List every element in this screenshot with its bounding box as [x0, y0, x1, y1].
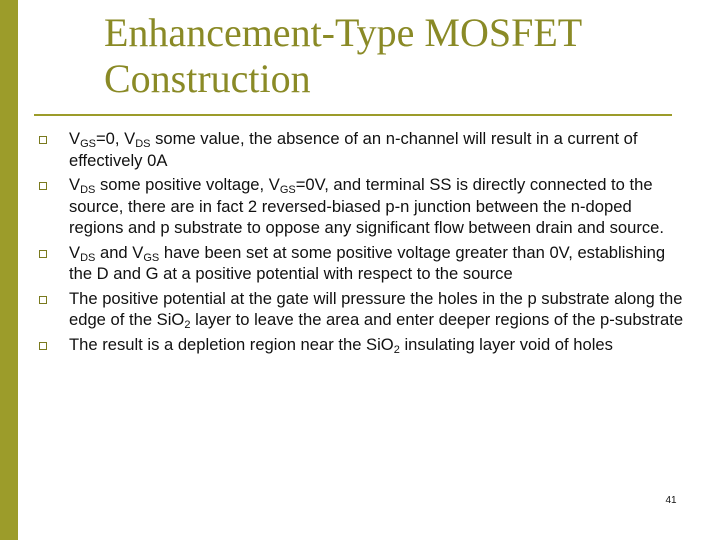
bullet-item-5 [36, 334, 684, 356]
square-bullet-icon [39, 136, 47, 144]
text-segment: layer to leave the area and enter deeper regions of the p-substrate [190, 310, 684, 329]
subscript-segment: 2 [184, 319, 191, 331]
bullet-text [69, 175, 664, 237]
square-bullet-icon [39, 296, 47, 304]
bullet-list [36, 128, 684, 358]
subscript-segment: 2 [393, 343, 400, 356]
bullet-item-4 [36, 288, 684, 331]
text-segment: some value, the absence of an n-channel will result in a current of effectively 0A [69, 129, 638, 170]
left-accent-bar [0, 0, 18, 540]
text-segment: V [69, 129, 81, 148]
subscript-segment: GS [279, 184, 296, 196]
bullet-item-2 [36, 174, 684, 239]
text-segment: insulating layer void of holes [399, 334, 613, 354]
text-segment: =0, V [95, 129, 136, 148]
subscript-segment: GS [143, 251, 160, 264]
text-segment: V [69, 242, 81, 262]
bullet-item-3 [36, 242, 684, 285]
text-segment: have been set at some positive voltage greater than 0V, establishing the D and G at a positive potential with respect to the source [69, 242, 666, 283]
subscript-segment: DS [80, 184, 96, 196]
slide-title [104, 10, 684, 102]
square-bullet-icon [39, 250, 47, 258]
square-bullet-icon [39, 182, 47, 190]
subscript-segment: DS [80, 251, 96, 264]
text-segment: The positive potential at the gate will pressure the holes in the p substrate along the edge of the SiO [69, 288, 683, 329]
text-segment: =0V, and terminal SS is directly connected to the source, there are in fact 2 reversed-biased p-n junction between the n-doped regions and p substrate to oppose any significant flow between drain and source. [69, 175, 664, 237]
page-number: 41 [665, 495, 677, 506]
title-line-2: Construction [104, 56, 311, 101]
text-segment: V [69, 175, 81, 194]
text-segment: some positive voltage, V [95, 175, 280, 194]
subscript-segment: GS [80, 138, 96, 150]
bullet-item-1 [36, 128, 684, 171]
bullet-text [69, 129, 638, 170]
square-bullet-icon [39, 342, 47, 350]
title-line-1: Enhancement-Type MOSFET [104, 10, 583, 55]
bullet-text [69, 243, 665, 284]
subscript-segment: DS [135, 138, 151, 150]
bullet-text [69, 335, 613, 354]
text-segment: and V [95, 242, 144, 262]
title-divider [34, 114, 672, 116]
bullet-text [69, 289, 683, 330]
text-segment: The result is a depletion region near the SiO [69, 334, 394, 354]
